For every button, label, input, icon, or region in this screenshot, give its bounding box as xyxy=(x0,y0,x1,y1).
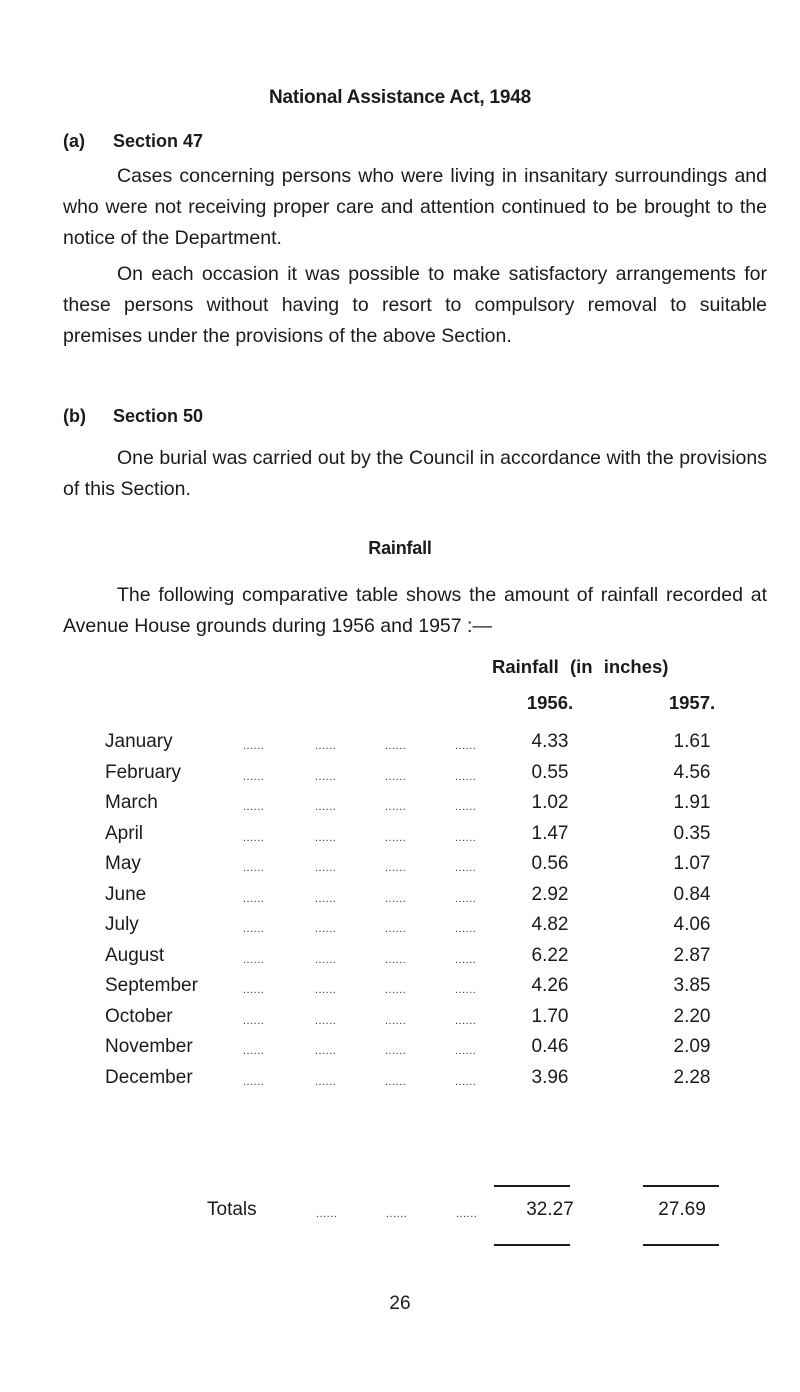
leader-dots: ...... xyxy=(243,1075,265,1088)
leader-dots: ...... xyxy=(243,923,265,935)
rule-below-total-1957 xyxy=(643,1244,719,1246)
value-1956: 1.70 xyxy=(531,1005,569,1027)
month-label: October xyxy=(105,1005,173,1027)
leader-dots: ...... xyxy=(455,831,477,844)
table-row xyxy=(0,884,800,914)
value-1956: 0.56 xyxy=(531,853,569,874)
leader-dots: ...... xyxy=(385,892,407,905)
leader-dots: ...... xyxy=(455,801,477,813)
table-group-header: Rainfall (in inches) xyxy=(492,656,669,677)
table-row xyxy=(0,975,800,1005)
leader-dots: ...... xyxy=(455,1045,477,1057)
leader-dots: ...... xyxy=(315,1014,337,1027)
value-1957: 0.84 xyxy=(673,883,711,905)
table-row xyxy=(0,731,800,761)
value-1956: 4.26 xyxy=(531,975,569,996)
rule-above-total-1957 xyxy=(643,1185,719,1187)
table-row xyxy=(0,914,800,944)
section-b-label: (b) xyxy=(63,406,86,426)
value-1956: 4.33 xyxy=(531,731,569,752)
leader-dots: ...... xyxy=(243,1014,265,1027)
leader-dots: ...... xyxy=(455,953,477,966)
section-b-title: Section 50 xyxy=(113,406,204,426)
value-1956: 4.82 xyxy=(531,914,569,935)
value-1956: 0.46 xyxy=(531,1036,569,1057)
leader-dots: ...... xyxy=(385,862,407,874)
value-1956: 1.47 xyxy=(531,822,569,844)
leader-dots: ...... xyxy=(455,892,477,905)
table-row xyxy=(0,1067,800,1097)
leader-dots: ...... xyxy=(455,984,477,996)
table-row xyxy=(0,853,800,883)
total-1956: 32.27 xyxy=(526,1199,574,1220)
act-heading: National Assistance Act, 1948 xyxy=(268,87,532,108)
section-a-paragraph-1: Cases concerning persons who were living in insanitary surroundings and who were not receiving proper care and attention continued to be brought to the notice of the Department. xyxy=(63,165,767,249)
table-row xyxy=(0,823,800,853)
column-header-1957: 1957. xyxy=(668,692,716,713)
leader-dots: ...... xyxy=(315,831,337,844)
section-a-paragraph-2: On each occasion it was possible to make satisfactory arrangements for these persons without having to resort to compulsory removal to suitable premises under the provisions of the above Section. xyxy=(63,263,767,347)
leader-dots: ...... xyxy=(385,923,407,935)
total-1957: 27.69 xyxy=(658,1199,706,1220)
leader-dots: ...... xyxy=(455,862,477,874)
leader-dots: ...... xyxy=(385,984,407,996)
leader-dots: ...... xyxy=(386,1208,408,1220)
leader-dots: ...... xyxy=(385,1014,407,1027)
leader-dots: ...... xyxy=(385,801,407,813)
leader-dots: ...... xyxy=(243,862,265,874)
leader-dots: ...... xyxy=(243,801,265,813)
leader-dots: ...... xyxy=(315,770,337,783)
month-label: January xyxy=(105,731,173,752)
value-1956: 2.92 xyxy=(531,883,569,905)
month-label: July xyxy=(105,914,139,935)
leader-dots: ...... xyxy=(243,953,265,966)
table-row xyxy=(0,945,800,975)
month-label: June xyxy=(105,883,147,905)
value-1957: 1.07 xyxy=(673,853,711,874)
leader-dots: ...... xyxy=(315,923,337,935)
rule-below-total-1956 xyxy=(494,1244,570,1246)
value-1956: 1.02 xyxy=(531,792,569,813)
leader-dots: ...... xyxy=(243,831,265,844)
leader-dots: ...... xyxy=(243,770,265,783)
value-1956: 0.55 xyxy=(531,761,569,783)
leader-dots: ...... xyxy=(455,923,477,935)
value-1957: 4.56 xyxy=(673,761,711,783)
column-header-1956: 1956. xyxy=(526,692,574,713)
value-1957: 2.20 xyxy=(673,1005,711,1027)
leader-dots: ...... xyxy=(243,984,265,996)
section-a-label: (a) xyxy=(63,131,85,151)
value-1957: 0.35 xyxy=(673,822,711,844)
month-label: November xyxy=(105,1036,193,1057)
rainfall-heading: Rainfall xyxy=(368,538,432,558)
value-1957: 2.28 xyxy=(673,1066,711,1088)
leader-dots: ...... xyxy=(455,1075,477,1088)
leader-dots: ...... xyxy=(315,1045,337,1057)
leader-dots: ...... xyxy=(385,831,407,844)
month-label: April xyxy=(105,822,144,844)
value-1957: 2.87 xyxy=(673,944,711,966)
value-1957: 2.09 xyxy=(673,1036,711,1057)
value-1956: 6.22 xyxy=(531,944,569,966)
leader-dots: ...... xyxy=(243,1045,265,1057)
leader-dots: ...... xyxy=(385,770,407,783)
section-a-title: Section 47 xyxy=(113,131,204,151)
totals-row xyxy=(0,1199,800,1229)
month-label: March xyxy=(105,792,158,813)
leader-dots: ...... xyxy=(243,892,265,905)
leader-dots: ...... xyxy=(315,953,337,966)
section-b-paragraph: One burial was carried out by the Council in accordance with the provisions of this Section. xyxy=(63,447,767,500)
value-1957: 1.91 xyxy=(673,792,711,813)
leader-dots: ...... xyxy=(315,984,337,996)
leader-dots: ...... xyxy=(315,801,337,813)
leader-dots: ...... xyxy=(316,1208,338,1220)
table-row xyxy=(0,762,800,792)
month-label: February xyxy=(105,761,182,783)
section-a-heading xyxy=(63,131,203,152)
leader-dots: ...... xyxy=(455,770,477,783)
leader-dots: ...... xyxy=(385,1075,407,1088)
leader-dots: ...... xyxy=(385,740,407,752)
value-1956: 3.96 xyxy=(531,1066,569,1088)
leader-dots: ...... xyxy=(315,740,337,752)
section-b-heading xyxy=(63,406,203,427)
leader-dots: ...... xyxy=(315,892,337,905)
month-label: December xyxy=(105,1066,193,1088)
value-1957: 1.61 xyxy=(673,731,711,752)
table-row xyxy=(0,1036,800,1066)
month-label: May xyxy=(105,853,141,874)
month-label: September xyxy=(105,975,198,996)
rainfall-intro: The following comparative table shows the amount of rainfall recorded at Avenue House grounds during 1956 and 1957 :— xyxy=(63,584,767,637)
leader-dots: ...... xyxy=(456,1208,478,1220)
value-1957: 3.85 xyxy=(673,975,711,996)
leader-dots: ...... xyxy=(385,953,407,966)
leader-dots: ...... xyxy=(315,1075,337,1088)
rule-above-total-1956 xyxy=(494,1185,570,1187)
value-1957: 4.06 xyxy=(673,914,711,935)
table-row xyxy=(0,792,800,822)
leader-dots: ...... xyxy=(455,1014,477,1027)
leader-dots: ...... xyxy=(455,740,477,752)
page-number: 26 xyxy=(389,1293,411,1314)
totals-label: Totals xyxy=(207,1199,257,1220)
leader-dots: ...... xyxy=(315,862,337,874)
leader-dots: ...... xyxy=(243,740,265,752)
leader-dots: ...... xyxy=(385,1045,407,1057)
month-label: August xyxy=(105,944,165,966)
table-row xyxy=(0,1006,800,1036)
